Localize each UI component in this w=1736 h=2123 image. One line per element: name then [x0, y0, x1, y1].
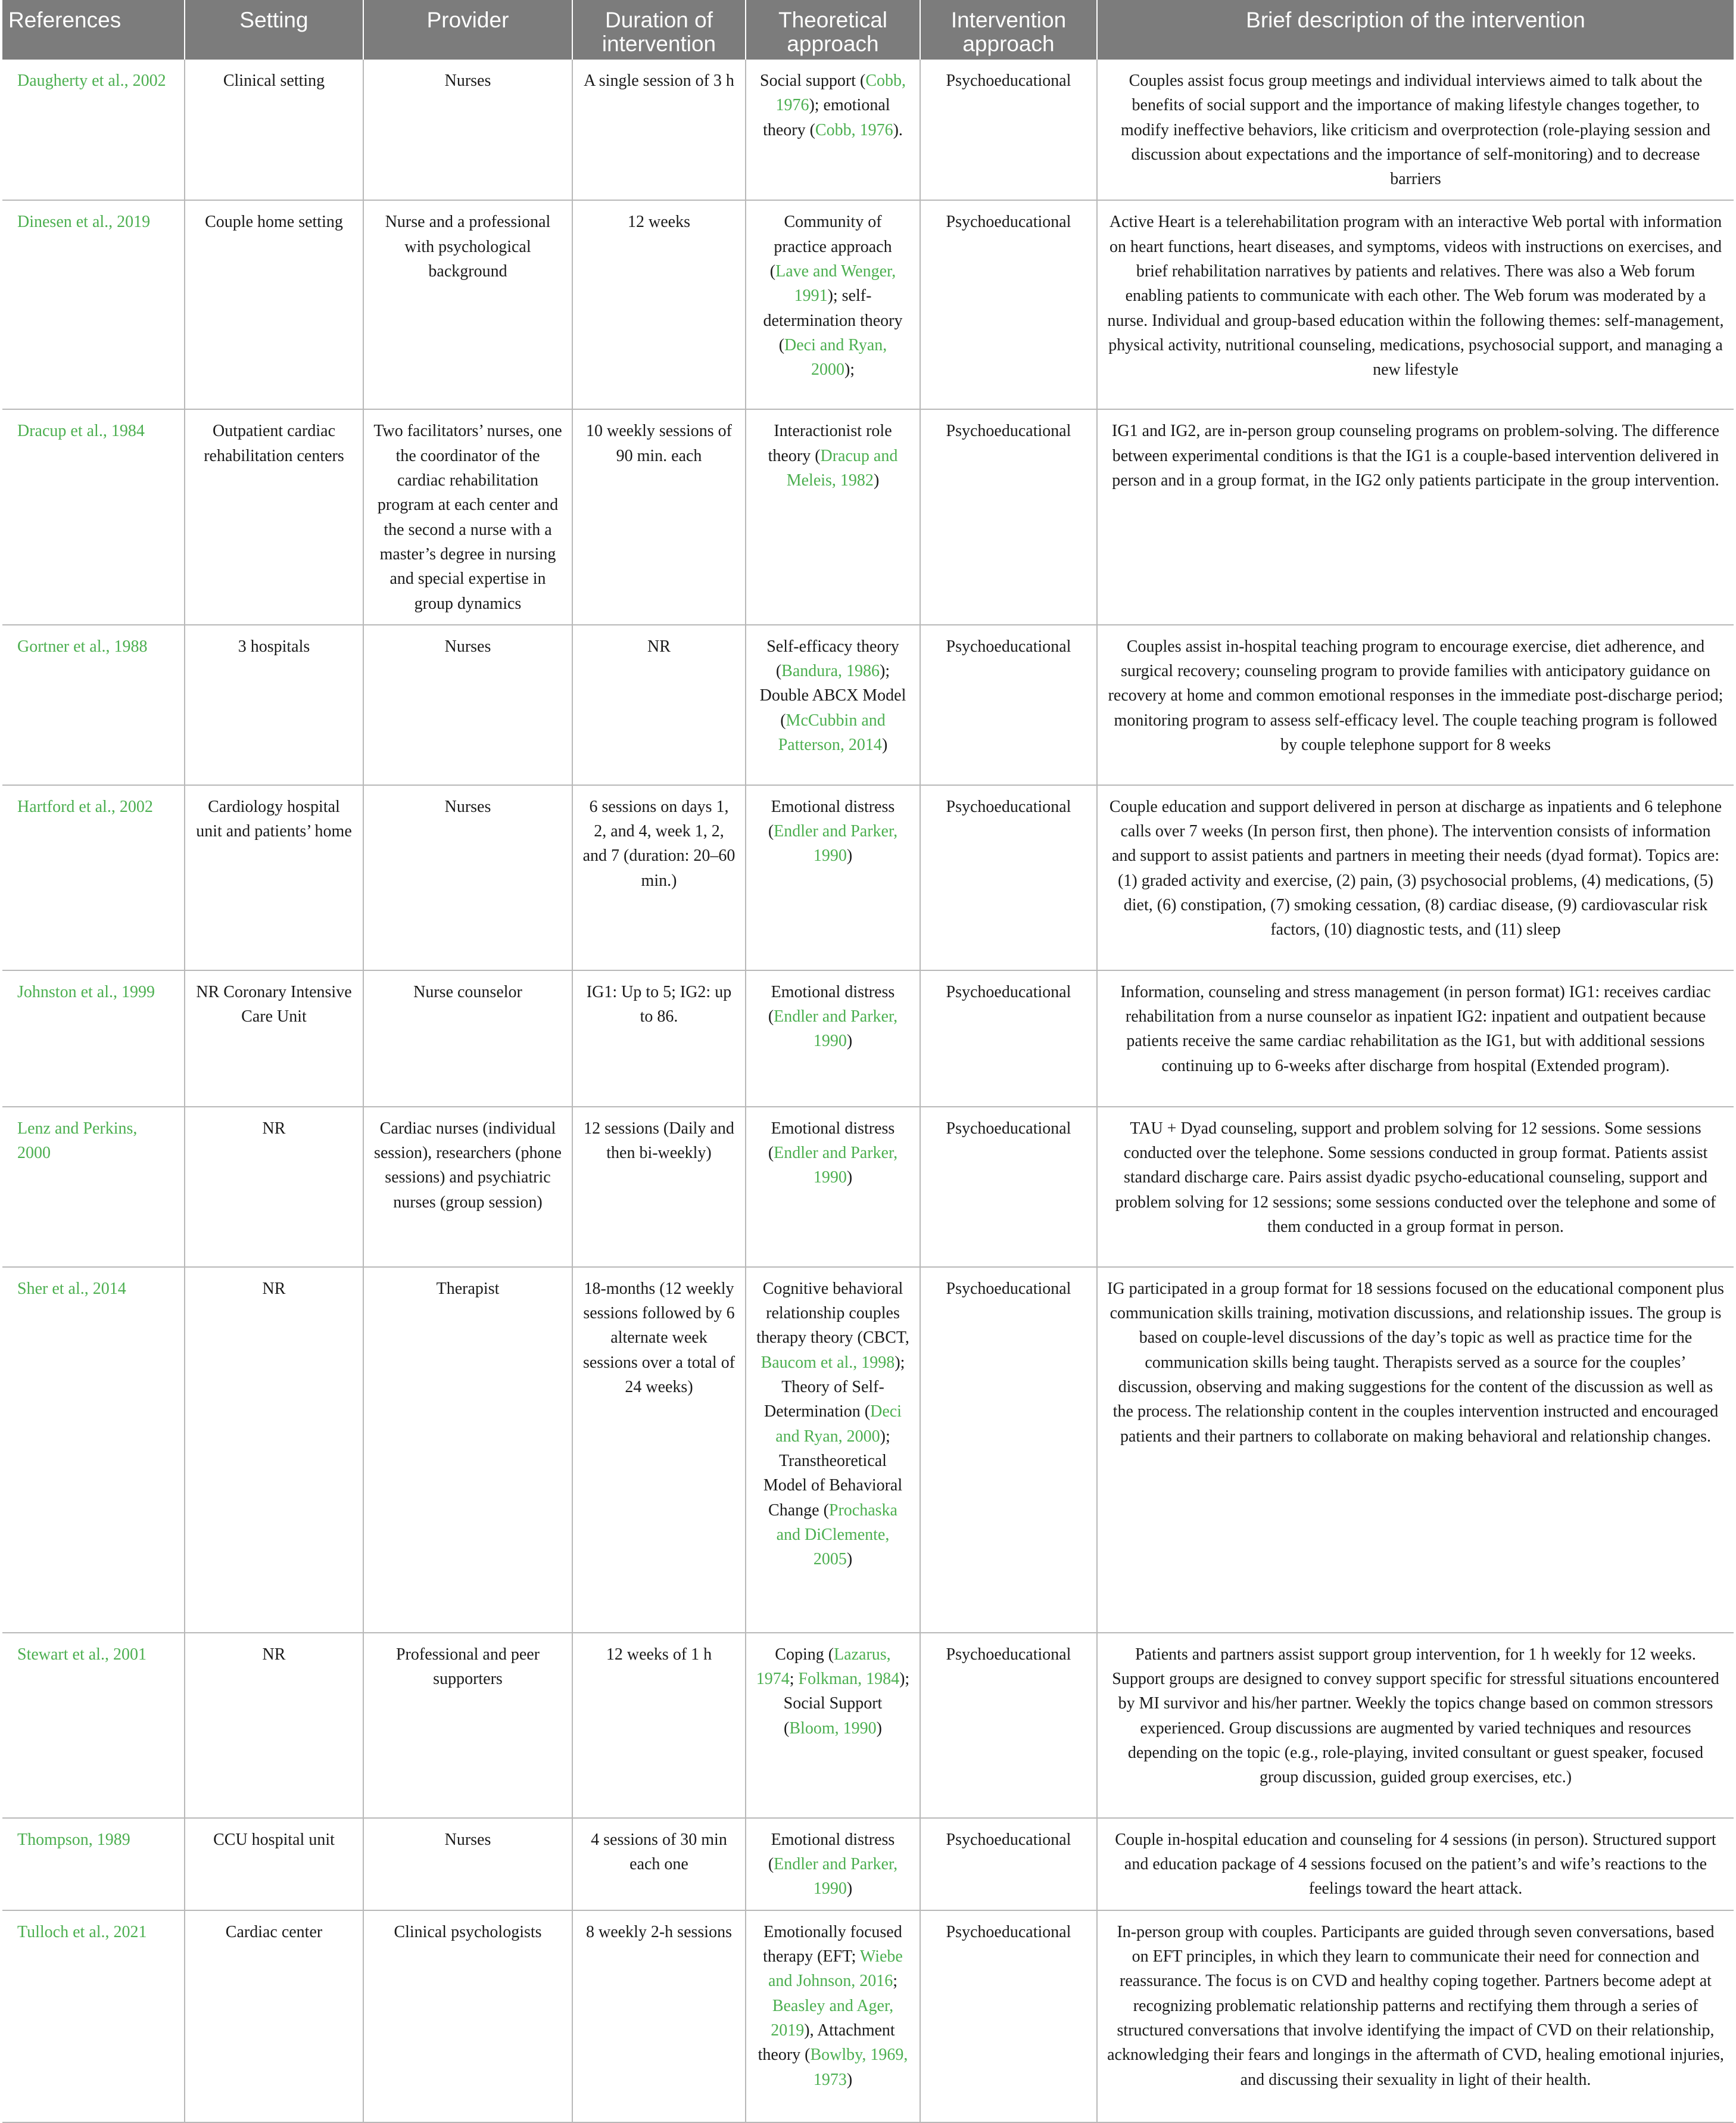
citation-link[interactable]: Dracup and Meleis, 1982 [786, 446, 898, 490]
duration-cell: 8 weekly 2-h sessions [572, 1910, 746, 2122]
reference-cell[interactable]: Lenz and Perkins, 2000 [2, 1107, 185, 1267]
theory-text: ) [876, 1719, 882, 1738]
theory-text: ) [846, 2070, 853, 2089]
duration-cell: 18-months (12 weekly sessions followed by 6 alternate week sessions over a total of 24 weeks) [572, 1267, 746, 1633]
theory-text: ) [846, 1168, 853, 1187]
header-setting: Setting [185, 0, 363, 60]
table-body [2, 60, 1734, 2122]
citation-link[interactable]: Cobb, 1976 [815, 120, 893, 139]
theory-text: Coping ( [775, 1645, 834, 1664]
setting-cell: Couple home setting [185, 200, 363, 409]
duration-cell: 6 sessions on days 1, 2, and 4, week 1, 2, and 7 (duration: 20–60 min.) [572, 785, 746, 970]
citation-link[interactable]: Beasley and Ager, 2019 [771, 1996, 894, 2040]
description-cell: Couples assist in-hospital teaching program to encourage exercise, diet adherence, and surgical recovery; counseling program to provide families with anticipatory guidance on recovery at home and common emotional responses in the immediate post-discharge period; monitoring program to assess self-efficacy level. The couple teaching program is followed by couple telephone support for 8 weeks [1097, 625, 1734, 785]
theory-cell [746, 409, 920, 624]
description-cell: Information, counseling and stress management (in person format) IG1: receives cardiac rehabilitation from a nurse counselor as inpatient IG2: inpatient and outpatient because patients receive the same cardiac rehabilitation as the IG1, but with additional sessions continuing up to 6-weeks after discharge from hospital (Extended program). [1097, 970, 1734, 1107]
theory-text: Emotional distress ( [768, 982, 895, 1026]
duration-cell: 12 weeks of 1 h [572, 1633, 746, 1818]
theory-text: ) [873, 471, 880, 490]
citation-link[interactable]: Wiebe and Johnson, 2016 [768, 1947, 903, 1991]
theory-text: Self-efficacy theory ( [766, 637, 899, 681]
theory-cell [746, 970, 920, 1107]
setting-cell: Clinical setting [185, 60, 363, 200]
theory-text: ), Attachment theory ( [758, 2021, 895, 2065]
citation-link[interactable]: Cobb, 1976 [775, 71, 906, 115]
setting-cell: NR Coronary Intensive Care Unit [185, 970, 363, 1107]
approach-cell: Psychoeducational [920, 785, 1097, 970]
interventions-table [2, 0, 1734, 2123]
citation-link[interactable]: Prochaska and DiClemente, 2005 [776, 1501, 897, 1569]
provider-cell: Clinical psychologists [363, 1910, 572, 2122]
theory-text: Interactionist role theory ( [768, 422, 892, 465]
provider-cell: Nurses [363, 785, 572, 970]
description-cell: In-person group with couples. Participants are guided through seven conversations, based on EFT principles, in which they learn to communicate their need for connection and reassurance. The focus is on CVD and healthy coping together. Partners become adept at recognizing problematic relationship patterns and rectifying them through a series of structured conversations that involve identifying the impact of CVD on their relationship, acknowledging their fears and longings in the aftermath of CVD, healing emotional injuries, and discussing their sexuality in light of their health. [1097, 1910, 1734, 2122]
approach-cell: Psychoeducational [920, 60, 1097, 200]
theory-text: ) [846, 1550, 853, 1569]
provider-cell: Nurses [363, 1818, 572, 1910]
theory-text: ) [881, 736, 888, 755]
setting-cell: Cardiology hospital unit and patients’ home [185, 785, 363, 970]
setting-cell: NR [185, 1267, 363, 1633]
provider-cell: Nurse counselor [363, 970, 572, 1107]
reference-cell[interactable]: Stewart et al., 2001 [2, 1633, 185, 1818]
header-references: References [2, 0, 185, 60]
theory-text: ) [846, 1032, 853, 1051]
header-row [2, 0, 1734, 60]
description-cell: Couples assist focus group meetings and individual interviews aimed to talk about the benefits of social support and the importance of making lifestyle changes together, to modify ineffective behaviors, like criticism and overprotection (role-playing session and discussion about expectations and the importance of self-monitoring) and to decrease barriers [1097, 60, 1734, 200]
citation-link[interactable]: Endler and Parker, 1990 [774, 1007, 898, 1051]
header-theoretical-approach: Theoretical approach [746, 0, 920, 60]
header-intervention-approach: Intervention approach [920, 0, 1097, 60]
citation-link[interactable]: Endler and Parker, 1990 [774, 1855, 898, 1898]
duration-cell: NR [572, 625, 746, 785]
theory-text: ; [893, 1972, 897, 1991]
approach-cell: Psychoeducational [920, 1910, 1097, 2122]
provider-cell: Therapist [363, 1267, 572, 1633]
duration-cell: 12 sessions (Daily and then bi-weekly) [572, 1107, 746, 1267]
citation-link[interactable]: Bandura, 1986 [781, 662, 880, 681]
reference-cell[interactable]: Johnston et al., 1999 [2, 970, 185, 1107]
reference-cell[interactable]: Dinesen et al., 2019 [2, 200, 185, 409]
table-header [2, 0, 1734, 60]
approach-cell: Psychoeducational [920, 200, 1097, 409]
reference-cell[interactable]: Daugherty et al., 2002 [2, 60, 185, 200]
theory-text: ) [846, 1879, 853, 1898]
citation-link[interactable]: Deci and Ryan, 2000 [784, 335, 887, 379]
table-row [2, 60, 1734, 200]
theory-text: ); [844, 360, 855, 379]
theory-text: ); emotional theory ( [763, 96, 890, 139]
theory-cell [746, 1910, 920, 2122]
theory-cell [746, 1633, 920, 1818]
theory-text: Emotional distress ( [768, 1119, 895, 1163]
header-provider: Provider [363, 0, 572, 60]
table-row [2, 625, 1734, 785]
theory-text: ) [846, 846, 853, 866]
table-row [2, 1107, 1734, 1267]
theory-text: Social support ( [760, 71, 866, 90]
theory-text: Cognitive behavioral relationship couples therapy theory (CBCT, [756, 1279, 909, 1347]
approach-cell: Psychoeducational [920, 1267, 1097, 1633]
approach-cell: Psychoeducational [920, 1633, 1097, 1818]
table-row [2, 200, 1734, 409]
citation-link[interactable]: Endler and Parker, 1990 [774, 822, 898, 866]
citation-link[interactable]: Baucom et al., 1998 [761, 1353, 895, 1372]
theory-text: ); Transtheoretical Model of Behavioral Change ( [763, 1427, 903, 1520]
description-cell: Couple in-hospital education and counseling for 4 sessions (in person). Structured support and education package of 4 sessions focused on the patient’s and wife’s reactions to the feelings toward the heart attack. [1097, 1818, 1734, 1910]
description-cell: TAU + Dyad counseling, support and problem solving for 12 sessions. Some sessions conducted over the telephone. Some sessions conducted in group format. Patients assist standard discharge care. Pairs assist dyadic psycho-educational counseling, support and problem solving for 12 sessions; some sessions conducted over the telephone and some of them conducted in a group format in person. [1097, 1107, 1734, 1267]
reference-cell[interactable]: Sher et al., 2014 [2, 1267, 185, 1633]
setting-cell: NR [185, 1107, 363, 1267]
citation-link[interactable]: Bowlby, 1969, 1973 [810, 2046, 908, 2089]
provider-cell: Cardiac nurses (individual session), researchers (phone sessions) and psychiatric nurses (group session) [363, 1107, 572, 1267]
citation-link[interactable]: Endler and Parker, 1990 [774, 1144, 898, 1187]
approach-cell: Psychoeducational [920, 970, 1097, 1107]
table-row [2, 1633, 1734, 1818]
approach-cell: Psychoeducational [920, 409, 1097, 624]
setting-cell: Outpatient cardiac rehabilitation centers [185, 409, 363, 624]
provider-cell: Nurses [363, 60, 572, 200]
approach-cell: Psychoeducational [920, 1107, 1097, 1267]
approach-cell: Psychoeducational [920, 625, 1097, 785]
reference-cell[interactable]: Hartford et al., 2002 [2, 785, 185, 970]
provider-cell: Nurses [363, 625, 572, 785]
theory-cell [746, 1267, 920, 1633]
theory-text: Emotionally focused therapy (EFT; [763, 1922, 902, 1966]
description-cell: Patients and partners assist support group intervention, for 1 h weekly for 12 weeks. Support groups are designed to convey support specific for stressful situations encountered by MI survivor and his/her partner. Weekly the topics change based on common stressors experienced. Group discussions are augmented by varied techniques and resources depending on the topic (e.g., role-playing, invited consultant or guest speaker, focused group discussion, guided group exercises, etc.) [1097, 1633, 1734, 1818]
table-row [2, 409, 1734, 624]
reference-cell[interactable]: Dracup et al., 1984 [2, 409, 185, 624]
theory-cell [746, 1107, 920, 1267]
theory-cell [746, 1818, 920, 1910]
theory-text: Community of practice approach ( [769, 213, 892, 281]
theory-text: ); self-determination theory ( [763, 287, 903, 354]
theory-text: ; [789, 1670, 799, 1689]
setting-cell: CCU hospital unit [185, 1818, 363, 1910]
header-duration: Duration of intervention [572, 0, 746, 60]
theory-text: Emotional distress ( [768, 797, 895, 841]
reference-cell[interactable]: Thompson, 1989 [2, 1818, 185, 1910]
setting-cell: 3 hospitals [185, 625, 363, 785]
table-row [2, 1818, 1734, 1910]
theory-cell [746, 60, 920, 200]
duration-cell: A single session of 3 h [572, 60, 746, 200]
theory-cell [746, 785, 920, 970]
provider-cell: Professional and peer supporters [363, 1633, 572, 1818]
theory-text: ); Double ABCX Model ( [759, 662, 906, 730]
description-cell: IG participated in a group format for 18 sessions focused on the educational component plus communication skills training, motivation discussions, and relationship issues. The group is based on couple-level discussions of the day’s topic as well as practice time for the communication skills being taught. Therapists served as a source for the couples’ discussion, observing and making suggestions for the content of the discussion as well as the process. The relationship content in the couples intervention instructed and encouraged patients and their partners to collaborate on making behavioral and relationship changes. [1097, 1267, 1734, 1633]
table-row [2, 1910, 1734, 2122]
table-row [2, 785, 1734, 970]
citation-link[interactable]: McCubbin and Patterson, 2014 [778, 711, 886, 755]
duration-cell: IG1: Up to 5; IG2: up to 86. [572, 970, 746, 1107]
table-row [2, 1267, 1734, 1633]
header-description: Brief description of the intervention [1097, 0, 1734, 60]
reference-cell[interactable]: Tulloch et al., 2021 [2, 1910, 185, 2122]
citation-link[interactable]: Lave and Wenger, 1991 [775, 262, 896, 306]
description-cell: IG1 and IG2, are in-person group counseling programs on problem-solving. The difference between experimental conditions is that the IG1 is a couple-based intervention delivered in person and in a group format, in the IG2 only patients participate in the group intervention. [1097, 409, 1734, 624]
citation-link[interactable]: Deci and Ryan, 2000 [775, 1402, 902, 1446]
theory-text: ); Theory of Self-Determination ( [764, 1353, 905, 1421]
description-cell: Active Heart is a telerehabilitation program with an interactive Web portal with information on heart functions, heart diseases, and symptoms, videos with instructions on exercises, and brief rehabilitation narratives by patients and relatives. There was also a Web forum enabling patients to communicate with each other. The Web forum was moderated by a nurse. Individual and group-based education within the following themes: self-management, physical activity, nutritional counseling, medications, psychosocial support, and managing a new lifestyle [1097, 200, 1734, 409]
theory-text: ); Social Support ( [783, 1670, 910, 1738]
setting-cell: NR [185, 1633, 363, 1818]
citation-link[interactable]: Bloom, 1990 [789, 1719, 877, 1738]
setting-cell: Cardiac center [185, 1910, 363, 2122]
table-row [2, 970, 1734, 1107]
description-cell: Couple education and support delivered in person at discharge as inpatients and 6 telephone calls over 7 weeks (In person first, then phone). The intervention consists of information and support to assist patients and partners in meeting their needs (dyad format). Topics are: (1) graded activity and exercise, (2) pain, (3) psychosocial problems, (4) medications, (5) diet, (6) constipation, (7) smoking cessation, (8) cardiac disease, (9) cardiovascular risk factors, (10) diagnostic tests, and (11) sleep [1097, 785, 1734, 970]
theory-cell [746, 625, 920, 785]
citation-link[interactable]: Lazarus, 1974 [756, 1645, 891, 1689]
theory-cell [746, 200, 920, 409]
theory-text: Emotional distress ( [768, 1830, 895, 1874]
duration-cell: 12 weeks [572, 200, 746, 409]
reference-cell[interactable]: Gortner et al., 1988 [2, 625, 185, 785]
duration-cell: 4 sessions of 30 min each one [572, 1818, 746, 1910]
duration-cell: 10 weekly sessions of 90 min. each [572, 409, 746, 624]
theory-text: ). [893, 120, 903, 139]
approach-cell: Psychoeducational [920, 1818, 1097, 1910]
provider-cell: Two facilitators’ nurses, one the coordinator of the cardiac rehabilitation program at each center and the second a nurse with a master’s degree in nursing and special expertise in group dynamics [363, 409, 572, 624]
citation-link[interactable]: Folkman, 1984 [798, 1670, 900, 1689]
provider-cell: Nurse and a professional with psychological background [363, 200, 572, 409]
